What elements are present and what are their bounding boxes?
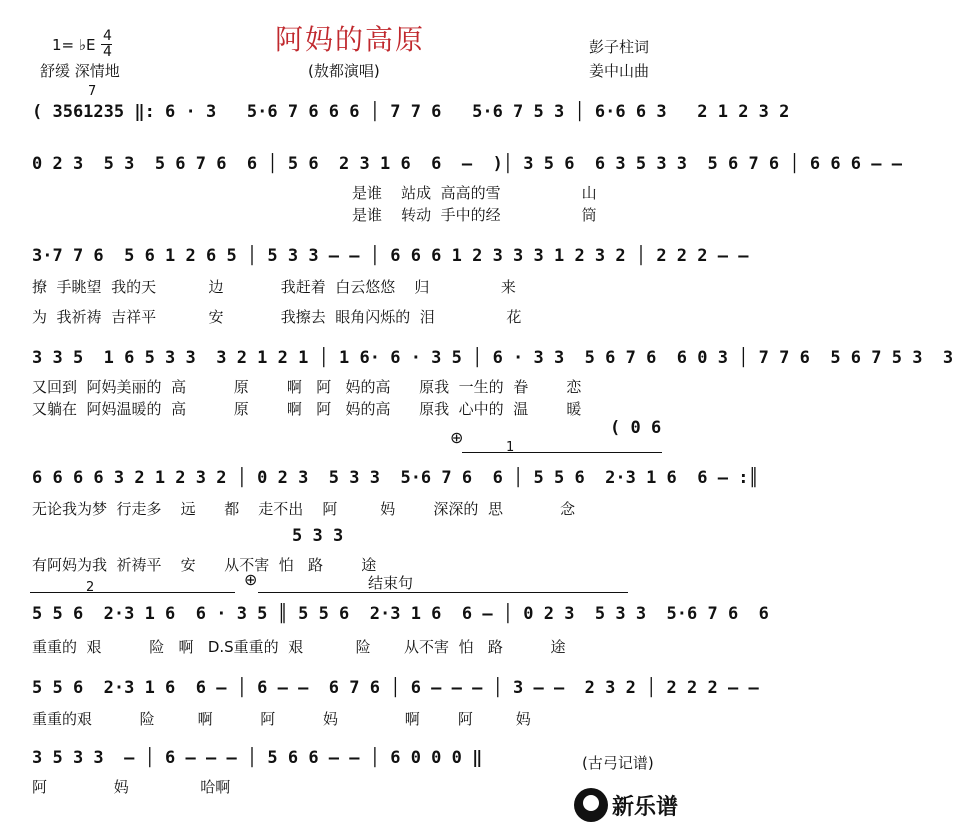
lyric-row-3-verse-1: 撩 手眺望 我的天 边 我赶着 白云悠悠 归 来 xyxy=(32,278,516,296)
notation-row-8: 3 5 3 3 – │ 6 – – – │ 5 6 6 – – │ 6 0 0 0 ‖ xyxy=(32,748,483,768)
time-signature-denominator: 4 xyxy=(103,44,112,60)
notation-row-6: 5 5 6 2·3 1 6 6 · 3 5 ║ 5 5 6 2·3 1 6 6 – │ 0 2 3 5 3 3 5·6 7 6 6 xyxy=(32,604,769,624)
coda-sign-2: ⊕ xyxy=(244,570,258,589)
lyric-row-8: 阿 妈 哈啊 xyxy=(32,778,231,796)
composer-credit: 姜中山曲 xyxy=(589,62,650,80)
notation-row-5: 6 6 6 6 3 2 1 2 3 2 │ 0 2 3 5 3 3 5·6 7 6 6 │ 5 5 6 2·3 1 6 6 – :║ xyxy=(32,468,759,488)
logo-icon-inner xyxy=(583,795,599,811)
lyric-row-5-verse-2: 有阿妈为我 祈祷平 安 从不害 怕 路 途 xyxy=(32,556,377,574)
lyric-row-2-verse-2: 是谁 转动 手中的经 筒 xyxy=(352,206,597,224)
coda-sign: ⊕ xyxy=(450,428,464,447)
notation-row-2: 0 2 3 5 3 5 6 7 6 6 │ 5 6 2 3 1 6 6 – )│ 3 5 6 6 3 5 3 3 5 6 7 6 │ 6 6 6 – – xyxy=(32,154,902,174)
lyricist-credit: 彭子柱词 xyxy=(589,38,650,56)
site-logo-text: 新乐谱 xyxy=(612,795,679,820)
ending-label: 结束句 xyxy=(368,574,414,592)
volta-2-bracket xyxy=(30,592,235,593)
lyric-row-6: 重重的 艰 险 啊 D.S重重的 艰 险 从不害 怕 路 途 xyxy=(32,638,566,656)
notation-row-1: ( 3561235 ‖: 6 · 3 5·6 7 6 6 6 │ 7 7 6 5·6 7 5 3 │ 6·6 6 3 2 1 2 3 2 xyxy=(32,102,790,122)
key-signature: 1= ♭E xyxy=(52,36,96,54)
time-signature-numerator: 4 xyxy=(103,28,112,44)
singer-credit: (敖都演唱) xyxy=(308,62,380,80)
tuplet-number: 7 xyxy=(88,84,97,99)
lyric-row-3-verse-2: 为 我祈祷 吉祥平 安 我擦去 眼角闪烁的 泪 花 xyxy=(32,308,522,326)
notation-row-7: 5 5 6 2·3 1 6 6 – │ 6 – – 6 7 6 │ 6 – – – │ 3 – – 2 3 2 │ 2 2 2 – – xyxy=(32,678,759,698)
lyric-row-7: 重重的艰 险 啊 阿 妈 啊 阿 妈 xyxy=(32,710,531,728)
ending-bracket xyxy=(258,592,628,593)
source-credit: (古弓记谱) xyxy=(582,754,654,772)
notation-row-4: 3 3 5 1 6 5 3 3 3 2 1 2 1 │ 1 6· 6 · 3 5 │ 6 · 3 3 5 6 7 6 6 0 3 │ 7 7 6 5 6 7 5 3 3 xyxy=(32,348,953,368)
notation-row-3: 3·7 7 6 5 6 1 2 6 5 │ 5 3 3 – – │ 6 6 6 1 2 3 3 3 1 2 3 2 │ 2 2 2 – – xyxy=(32,246,749,266)
volta-2-number: 2 xyxy=(86,580,95,595)
alt-notes: 5 3 3 xyxy=(292,526,344,546)
song-title: 阿妈的高原 xyxy=(274,23,425,56)
tempo-marking: 舒缓 深情地 xyxy=(40,62,120,80)
volta-1-bracket xyxy=(462,452,662,453)
lyric-row-4-verse-2: 又躺在 阿妈温暖的 高 原 啊 阿 妈的高 原我 心中的 温 暖 xyxy=(32,400,582,418)
volta-1-number: 1 xyxy=(506,440,515,455)
lyric-row-4-verse-1: 又回到 阿妈美丽的 高 原 啊 阿 妈的高 原我 一生的 眷 恋 xyxy=(32,378,582,396)
lyric-row-2-verse-1: 是谁 站成 高高的雪 山 xyxy=(352,184,597,202)
lyric-row-5-verse-1: 无论我为梦 行走多 远 都 走不出 阿 妈 深深的 思 念 xyxy=(32,500,576,518)
alt-pickup-bracket: ( 0 6 xyxy=(610,418,662,438)
